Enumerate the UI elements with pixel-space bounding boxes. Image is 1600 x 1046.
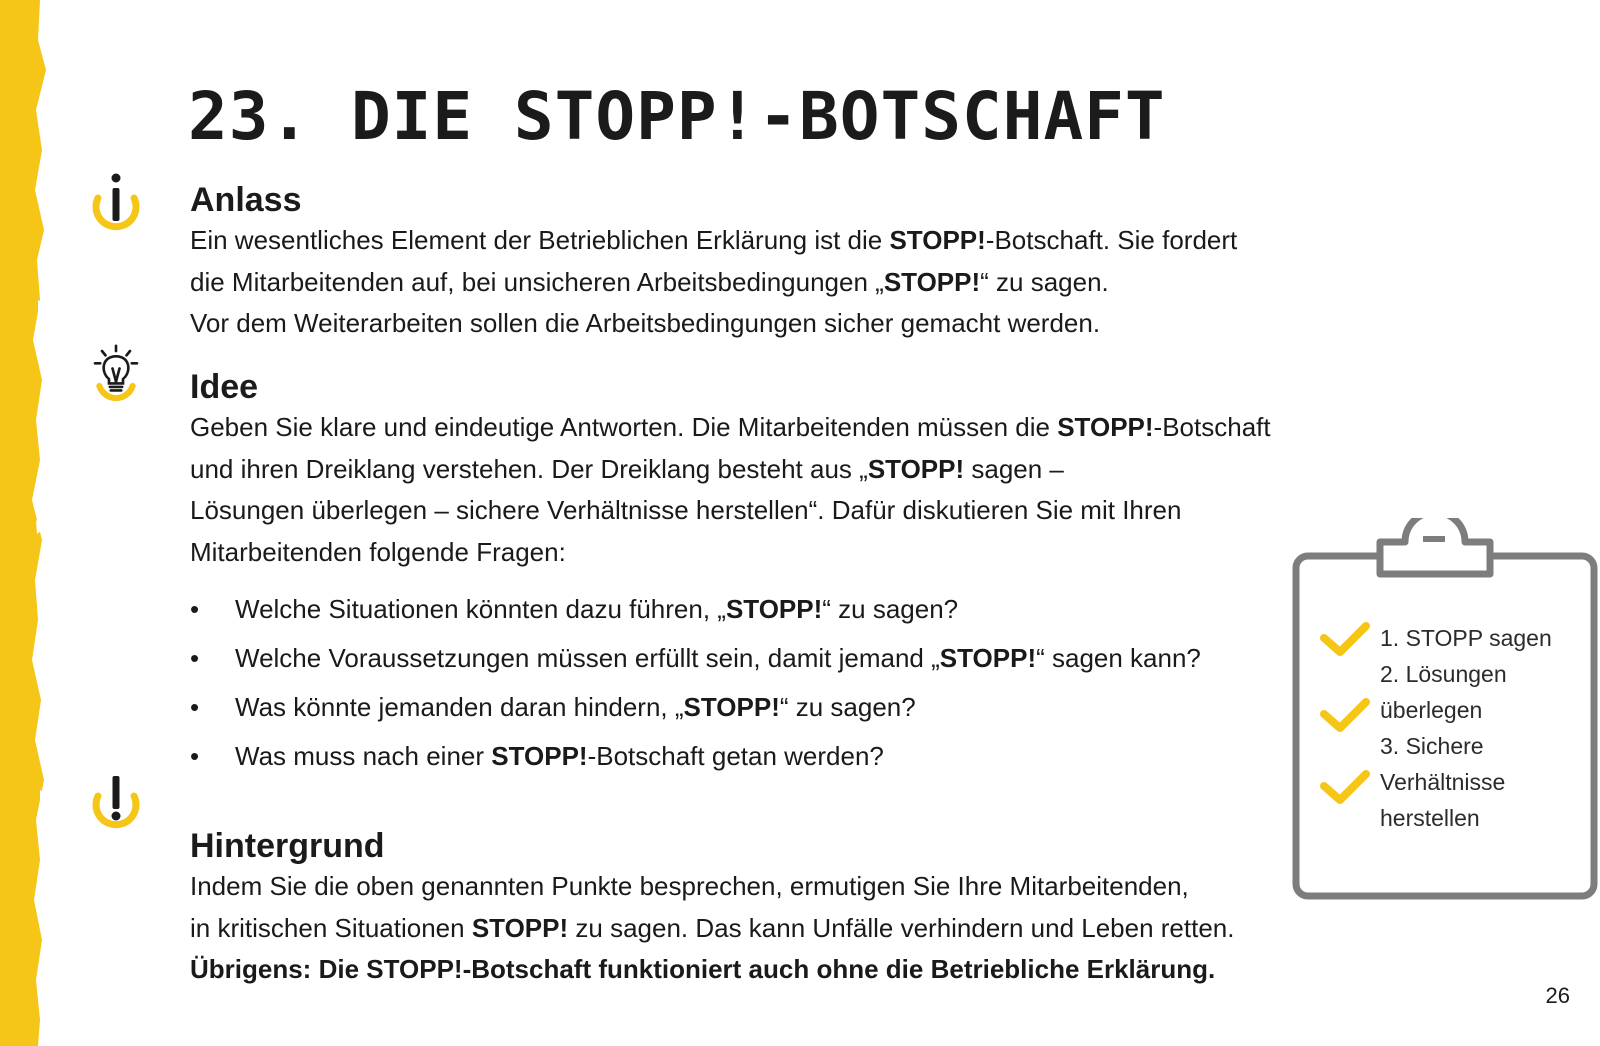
question-item: • Was muss nach einer STOPP!-Botschaft getan werden? <box>190 732 1271 781</box>
lightbulb-icon <box>88 344 144 414</box>
section-heading-anlass: Anlass <box>190 181 302 219</box>
hintergrund-text: Indem Sie die oben genannten Punkte besprechen, ermutigen Sie Ihre Mitarbeitenden, in kritischen Situationen STOPP! zu sagen. Das kann Unfälle verhindern und Leben retten. Übrigens: Die STOPP!-Botschaft funktioniert auch ohne die Betriebliche Erklärung. <box>190 871 1235 984</box>
section-heading-idee: Idee <box>190 368 259 406</box>
bullet: • <box>190 643 200 673</box>
bullet: • <box>190 594 200 624</box>
question-item: • Welche Situationen könnten dazu führen, „STOPP!“ zu sagen? <box>190 585 1271 634</box>
page-title: 23. DIE STOPP!-BOTSCHAFT <box>188 78 1166 155</box>
checklist-line: 3. Sichere <box>1380 733 1484 759</box>
checklist-items <box>1380 620 1552 836</box>
question-item: • Welche Voraussetzungen müssen erfüllt sein, damit jemand „STOPP!“ sagen kann? <box>190 634 1271 683</box>
question-list <box>190 585 1271 781</box>
section-anlass <box>190 180 1237 345</box>
bullet: • <box>190 692 200 722</box>
question-item: • Was könnte jemanden daran hindern, „STOPP!“ zu sagen? <box>190 683 1271 732</box>
bullet: • <box>190 741 200 771</box>
checklist-line: überlegen <box>1380 697 1483 723</box>
section-heading-hintergrund: Hintergrund <box>190 827 385 865</box>
checklist-line: Verhältnisse <box>1380 769 1506 795</box>
section-idee <box>190 367 1271 781</box>
section-hintergrund <box>190 826 1234 991</box>
yellow-brush-edge <box>0 0 60 1046</box>
anlass-text: Ein wesentliches Element der Betrieblichen Erklärung ist die STOPP!-Botschaft. Sie fordert die Mitarbeitenden auf, bei unsicheren Arbeitsbedingungen „STOPP!“ zu sagen. Vor dem Weiterarbeiten sollen die Arbeitsbedingungen sicher gemacht werden. <box>190 225 1238 338</box>
checklist-line: herstellen <box>1380 805 1480 831</box>
checklist-line: 1. STOPP sagen <box>1380 625 1552 651</box>
hintergrund-note: Übrigens: Die STOPP!-Botschaft funktioniert auch ohne die Betriebliche Erklärung. <box>190 954 1216 984</box>
idee-text: Geben Sie klare und eindeutige Antworten. Die Mitarbeitenden müssen die STOPP!-Botschaft und ihren Dreiklang verstehen. Der Dreiklang besteht aus „STOPP! sagen – Lösungen überlegen – sichere Verhältnisse herstellen“. Dafür diskutieren Sie mit Ihren Mitarbeitenden folgende Fragen: <box>190 412 1271 567</box>
checklist-line: 2. Lösungen <box>1380 661 1507 687</box>
checklist-clipboard <box>1290 518 1600 920</box>
page-number: 26 <box>1545 983 1570 1008</box>
exclamation-icon <box>88 774 144 844</box>
info-icon <box>88 172 144 242</box>
